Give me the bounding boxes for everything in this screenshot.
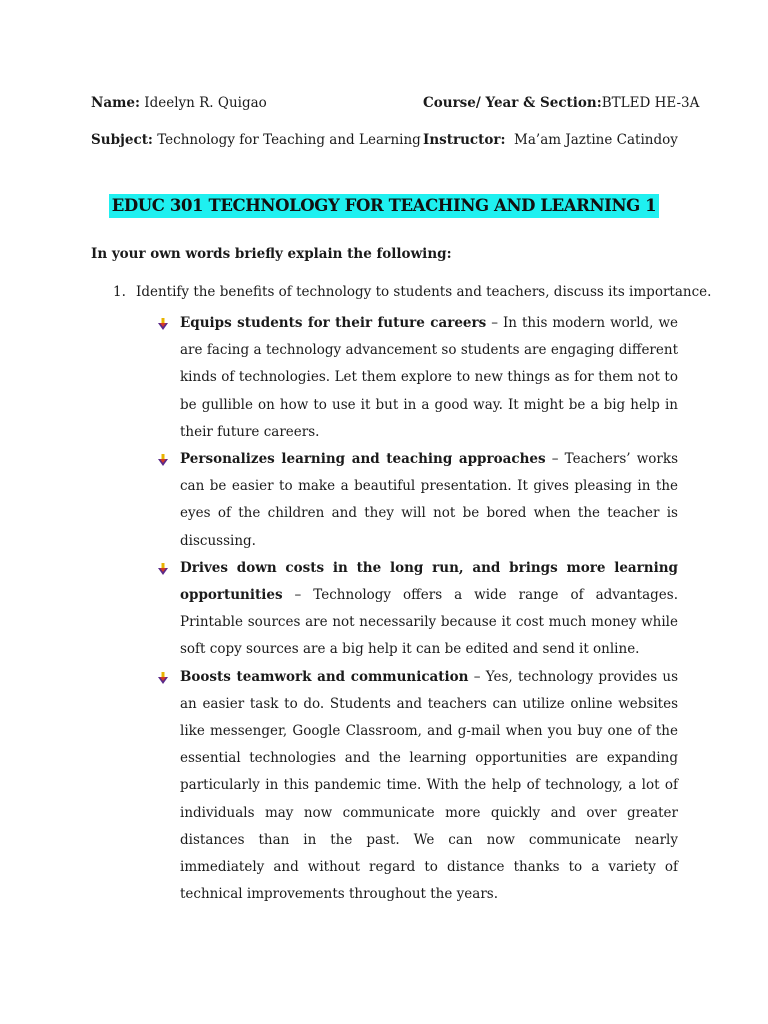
question-text: Identify the benefits of technology to students and teachers, discuss its importance. — [136, 284, 712, 300]
arrow-bullet-icon — [156, 562, 170, 576]
bullet-item — [156, 446, 678, 555]
name-field — [91, 94, 267, 112]
bullet-item — [156, 664, 678, 909]
subject-value: Technology for Teaching and Learning — [157, 132, 421, 148]
arrow-bullet-icon — [156, 317, 170, 331]
bullet-body: – In this modern world, we are facing a technology advancement so students are engaging different kinds of technologies. Let them explore to new things as for them not to be gullible on how to use it but in a good way. It might be a big help in their future careers. — [180, 315, 679, 440]
bullet-body: – Teachers’ works can be easier to make a beautiful presentation. It gives pleasing in the eyes of the children and they will not be bored when the teacher is discussing. — [180, 451, 678, 549]
instructor-label: Instructor: — [423, 132, 506, 148]
subject-label: Subject: — [91, 132, 153, 148]
bullet-body: – Technology offers a wide range of advantages. Printable sources are not necessarily because it cost much money while soft copy sources are a big help it can be edited and send it online. — [180, 587, 678, 658]
bullet-body: – Yes, technology provides us an easier task to do. Students and teachers can utilize online websites like messenger, Google Classroom, and g-mail when you buy one of the essential technologies and the learning opportunities are expanding particularly in this pandemic time. With the help of technology, a lot of individuals may now communicate more quickly and over greater distances than in the past. We can now communicate nearly immediately and without regard to distance thanks to a variety of technical improvements throughout the years. — [180, 668, 679, 903]
bullet-heading: Equips students for their future careers — [180, 315, 487, 331]
course-label: Course/ Year & Section: — [423, 95, 602, 111]
question-number: 1. — [113, 284, 126, 300]
name-label: Name: — [91, 95, 140, 111]
document-title: EDUC 301 TECHNOLOGY FOR TEACHING AND LEARNING 1 — [109, 194, 660, 218]
arrow-bullet-icon — [156, 671, 170, 685]
bullet-heading: Personalizes learning and teaching approaches — [180, 451, 546, 468]
course-field — [423, 94, 699, 112]
bullet-heading: Drives down costs in the long run, and brings more learning opportunities — [180, 559, 678, 604]
bullet-heading: Boosts teamwork and communication — [180, 668, 469, 685]
bullet-item — [156, 310, 678, 446]
instructor-value: Ma’am Jaztine Catindoy — [514, 132, 678, 148]
arrow-bullet-icon — [156, 453, 170, 467]
course-value: BTLED HE-3A — [601, 95, 700, 111]
bullet-item — [156, 555, 678, 664]
instruction-text: In your own words briefly explain the following: — [91, 246, 452, 262]
instructor-field — [423, 131, 678, 149]
subject-field — [91, 131, 421, 149]
title-wrapper — [0, 194, 768, 218]
bullet-list — [156, 310, 678, 908]
name-value: Ideelyn R. Quigao — [144, 95, 267, 111]
